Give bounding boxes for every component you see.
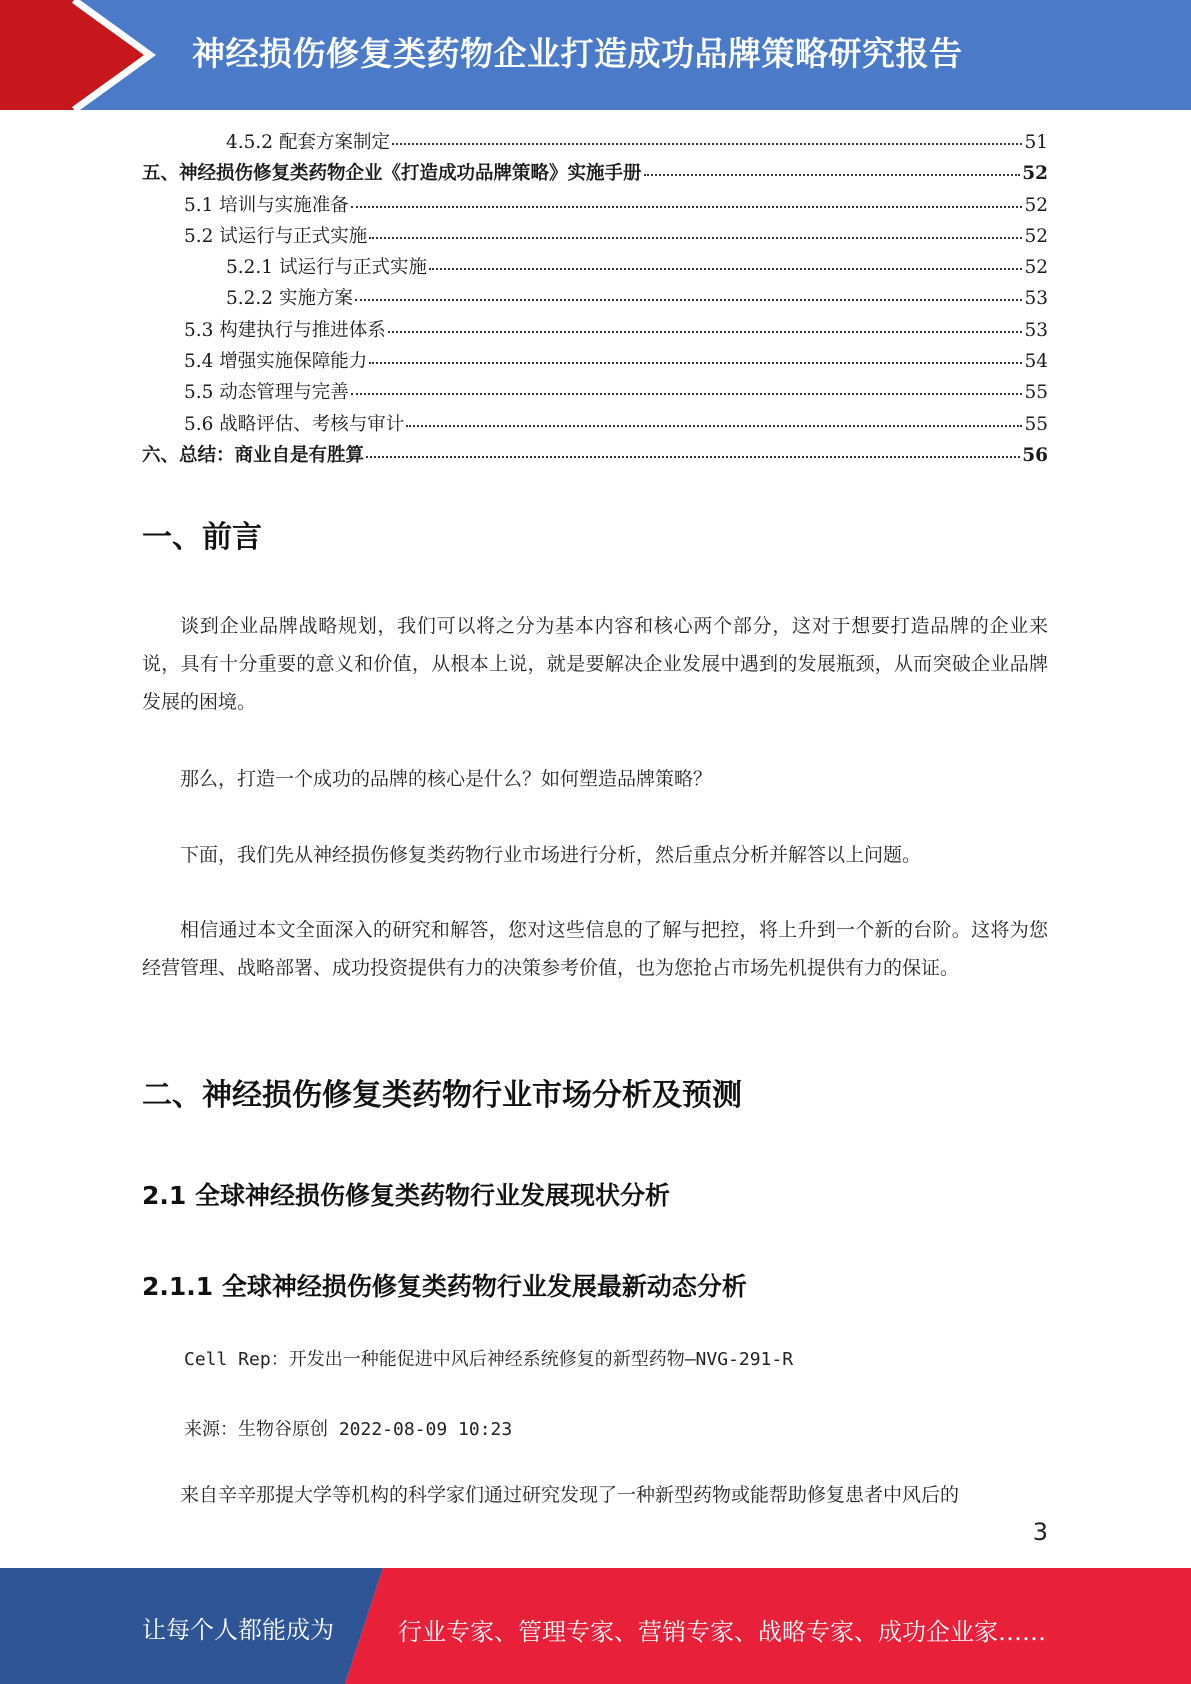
toc-entry-page: 56 — [1022, 444, 1048, 466]
toc-entry-label: 5.1 培训与实施准备 — [184, 194, 349, 216]
paragraph: 下面，我们先从神经损伤修复类药物行业市场进行分析，然后重点分析并解答以上问题。 — [180, 844, 922, 866]
section-heading-preface: 一、前言 — [142, 520, 262, 555]
section-heading-market-analysis: 二、神经损伤修复类药物行业市场分析及预测 — [142, 1078, 742, 1113]
toc-entry-label: 5.2.2 实施方案 — [226, 288, 353, 310]
toc-dot-leader — [366, 456, 1020, 458]
toc-entry[interactable] — [142, 441, 1048, 472]
toc-entry-page: 53 — [1024, 319, 1048, 341]
table-of-contents — [142, 128, 1048, 472]
toc-entry-page: 54 — [1024, 351, 1048, 373]
toc-dot-leader — [369, 237, 1022, 239]
toc-dot-leader — [406, 425, 1022, 427]
header-chevron-decoration — [0, 0, 200, 110]
header-red-chevron — [0, 0, 150, 110]
page-header — [0, 0, 1191, 110]
toc-dot-leader — [369, 362, 1022, 364]
toc-entry-page: 52 — [1022, 163, 1048, 185]
report-title: 神经损伤修复类药物企业打造成功品牌策略研究报告 — [192, 34, 963, 73]
page-number: 3 — [1032, 1518, 1048, 1546]
toc-entry-label: 六、总结：商业自是有胜算 — [142, 444, 365, 466]
paragraph: 来自辛辛那提大学等机构的科学家们通过研究发现了一种新型药物或能帮助修复患者中风后的 — [180, 1484, 960, 1506]
toc-entry-page: 52 — [1024, 257, 1048, 279]
paragraph: 相信通过本文全面深入的研究和解答，您对这些信息的了解与把控，将上升到一个新的台阶。这将为您经营管理、战略部署、成功投资提供有力的决策参考价值，也为您抢占市场先机提供有力的保证。 — [142, 919, 1048, 979]
toc-entry[interactable] — [142, 253, 1048, 284]
toc-dot-leader — [429, 268, 1022, 270]
toc-entry-label: 4.5.2 配套方案制定 — [226, 132, 390, 153]
toc-dot-leader — [644, 174, 1021, 176]
toc-entry-label: 5.4 增强实施保障能力 — [184, 351, 368, 373]
toc-entry[interactable] — [142, 159, 1048, 190]
toc-entry-label: 5.2.1 试运行与正式实施 — [226, 257, 427, 279]
toc-entry-page: 55 — [1024, 382, 1048, 404]
toc-entry-page: 55 — [1024, 413, 1048, 435]
toc-entry[interactable] — [142, 284, 1048, 315]
toc-entry-page: 52 — [1024, 225, 1048, 247]
toc-dot-leader — [388, 331, 1023, 333]
toc-entry[interactable] — [142, 410, 1048, 441]
paragraph: 谈到企业品牌战略规划，我们可以将之分为基本内容和核心两个部分，这对于想要打造品牌的企业来说，具有十分重要的意义和价值，从根本上说，就是要解决企业发展中遇到的发展瓶颈，从而突破企业品牌发展的困境。 — [142, 615, 1048, 713]
toc-entry-label: 五、神经损伤修复类药物企业《打造成功品牌策略》实施手册 — [142, 163, 642, 185]
toc-dot-leader — [392, 143, 1022, 145]
toc-entry[interactable] — [142, 378, 1048, 409]
toc-entry[interactable] — [142, 316, 1048, 347]
toc-dot-leader — [351, 206, 1023, 208]
toc-entry[interactable] — [142, 128, 1048, 159]
toc-entry-page: 52 — [1024, 194, 1048, 216]
toc-entry[interactable] — [142, 191, 1048, 222]
toc-dot-leader — [355, 299, 1023, 301]
footer-slogan-left: 让每个人都能成为 — [142, 1616, 334, 1644]
toc-entry-label: 5.5 动态管理与完善 — [184, 382, 349, 404]
paragraph: 那么，打造一个成功的品牌的核心是什么？如何塑造品牌策略？ — [180, 768, 713, 790]
footer-slogan-right: 行业专家、管理专家、营销专家、战略专家、成功企业家…… — [398, 1618, 1046, 1646]
toc-entry[interactable] — [142, 347, 1048, 378]
page-footer — [0, 1568, 1191, 1684]
toc-entry-page: 53 — [1024, 288, 1048, 310]
toc-entry-label: 5.2 试运行与正式实施 — [184, 225, 368, 247]
subsection-heading: 2.1 全球神经损伤修复类药物行业发展现状分析 — [142, 1181, 670, 1210]
news-source: 来源：生物谷原创 2022-08-09 10:23 — [184, 1419, 513, 1440]
news-title: Cell Rep：开发出一种能促进中风后神经系统修复的新型药物—NVG-291-R — [184, 1349, 794, 1370]
toc-entry[interactable] — [142, 222, 1048, 253]
toc-entry-page: 51 — [1024, 132, 1048, 153]
toc-dot-leader — [351, 393, 1023, 395]
toc-entry-label: 5.6 战略评估、考核与审计 — [184, 413, 405, 435]
toc-entry-label: 5.3 构建执行与推进体系 — [184, 319, 386, 341]
subsection-heading: 2.1.1 全球神经损伤修复类药物行业发展最新动态分析 — [142, 1272, 747, 1301]
